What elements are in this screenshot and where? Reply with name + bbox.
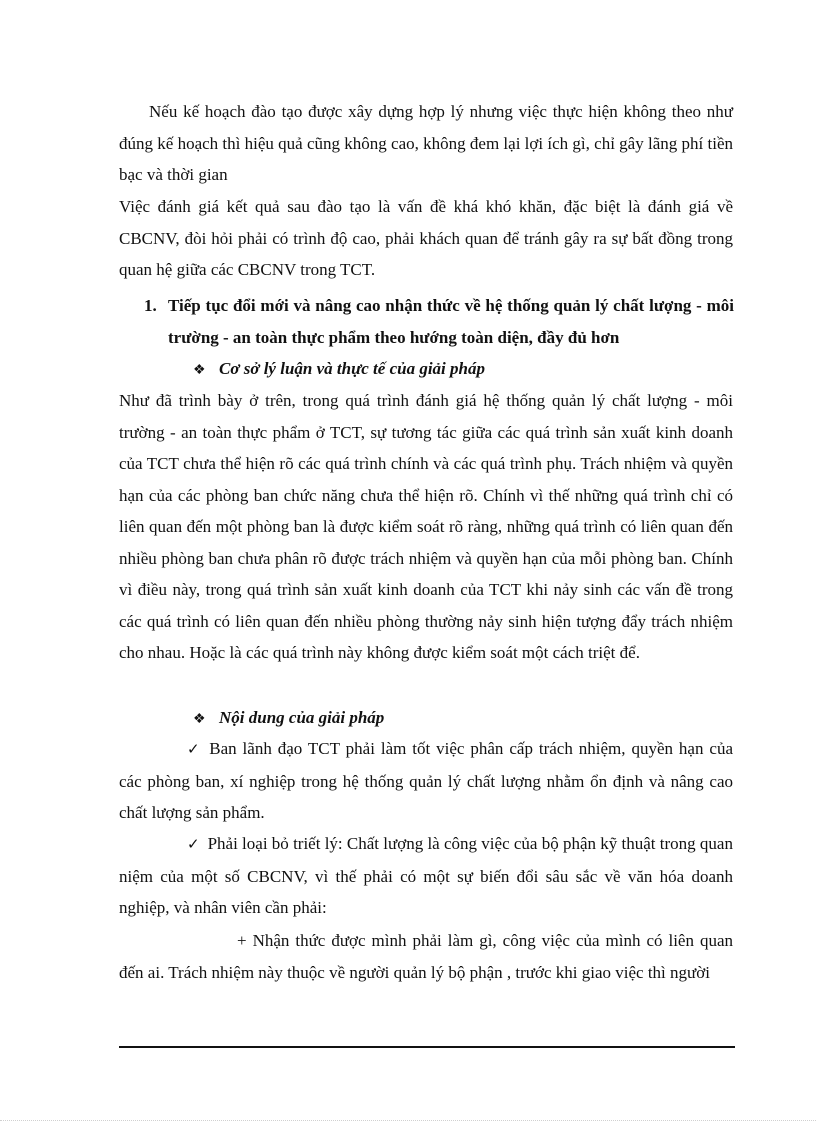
heading-number: 1. bbox=[144, 296, 157, 315]
page-bottom-border bbox=[0, 1120, 816, 1121]
checkmark-icon: ✓ bbox=[187, 835, 200, 853]
subheading-basis-text: Cơ sở lý luận và thực tế của giải pháp bbox=[219, 359, 485, 378]
subheading-basis bbox=[193, 353, 733, 387]
checklist-item-1-text: Ban lãnh đạo TCT phải làm tốt việc phân cấp trách nhiệm, quyền hạn của các phòng ban, xí nghiệp trong hệ thống quản lý chất lượng nhằm ổn định và nâng cao chất lượng sản phẩm. bbox=[119, 739, 733, 822]
paragraph-training-plan: Nếu kế hoạch đào tạo được xây dựng hợp lý nhưng việc thực hiện không theo như đúng kế hoạch thì hiệu quả cũng không cao, không đem lại lợi ích gì, chỉ gây lãng phí tiền bạc và thời gian bbox=[119, 102, 733, 184]
subheading-content bbox=[193, 702, 733, 736]
checklist-item-2 bbox=[119, 828, 733, 924]
checkmark-icon: ✓ bbox=[187, 740, 202, 758]
checklist-item-2-text: Phải loại bỏ triết lý: Chất lượng là công việc của bộ phận kỹ thuật trong quan niệm của một số CBCNV, vì thế phải có một sự biến đổi sâu sắc về văn hóa doanh nghiệp, và nhân viên cần phải: bbox=[119, 834, 733, 917]
diamond-bullet-icon: ❖ bbox=[193, 363, 206, 378]
checklist-item-1 bbox=[119, 733, 733, 829]
section-heading-1 bbox=[144, 290, 734, 353]
footer-rule bbox=[119, 1046, 735, 1048]
subheading-content-text: Nội dung của giải pháp bbox=[219, 708, 385, 727]
paragraph-evaluation: Việc đánh giá kết quả sau đào tạo là vấn đề khá khó khăn, đặc biệt là đánh giá về CBCNV, đòi hỏi phải có trình độ cao, phải khách quan để tránh gây ra sự bất đồng trong quan hệ giữa các CBCNV trong TCT. bbox=[119, 197, 733, 279]
paragraph-analysis: Như đã trình bày ở trên, trong quá trình đánh giá hệ thống quản lý chất lượng - môi trường - an toàn thực phẩm ở TCT, sự tương tác giữa các quá trình sản xuất kinh doanh của TCT chưa thể hiện rõ các quá trình chính và các quá trình phụ. Trách nhiệm và quyền hạn của các phòng ban chức năng chưa thể hiện rõ. Chính vì thế những quá trình chỉ có liên quan đến một phòng ban là được kiểm soát rõ ràng, những quá trình có liên quan đến nhiều phòng ban chưa phân rõ được trách nhiệm và quyền hạn của mỗi phòng ban. Chính vì điều này, trong quá trình sản xuất kinh doanh của TCT khi nảy sinh các vấn đề trong các quá trình có liên quan đến nhiều phòng thường nảy sinh hiện tượng đẩy trách nhiệm cho nhau. Hoặc là các quá trình này không được kiểm soát một cách triệt để. bbox=[119, 391, 733, 662]
diamond-bullet-icon: ❖ bbox=[193, 712, 206, 727]
heading-text: Tiếp tục đổi mới và nâng cao nhận thức về hệ thống quản lý chất lượng - môi trường - an toàn thực phẩm theo hướng toàn diện, đầy đủ hơn bbox=[168, 296, 734, 347]
plus-item-1: + Nhận thức được mình phải làm gì, công việc của mình có liên quan đến ai. Trách nhiệm này thuộc về người quản lý bộ phận , trước khi giao việc thì người bbox=[119, 931, 733, 982]
